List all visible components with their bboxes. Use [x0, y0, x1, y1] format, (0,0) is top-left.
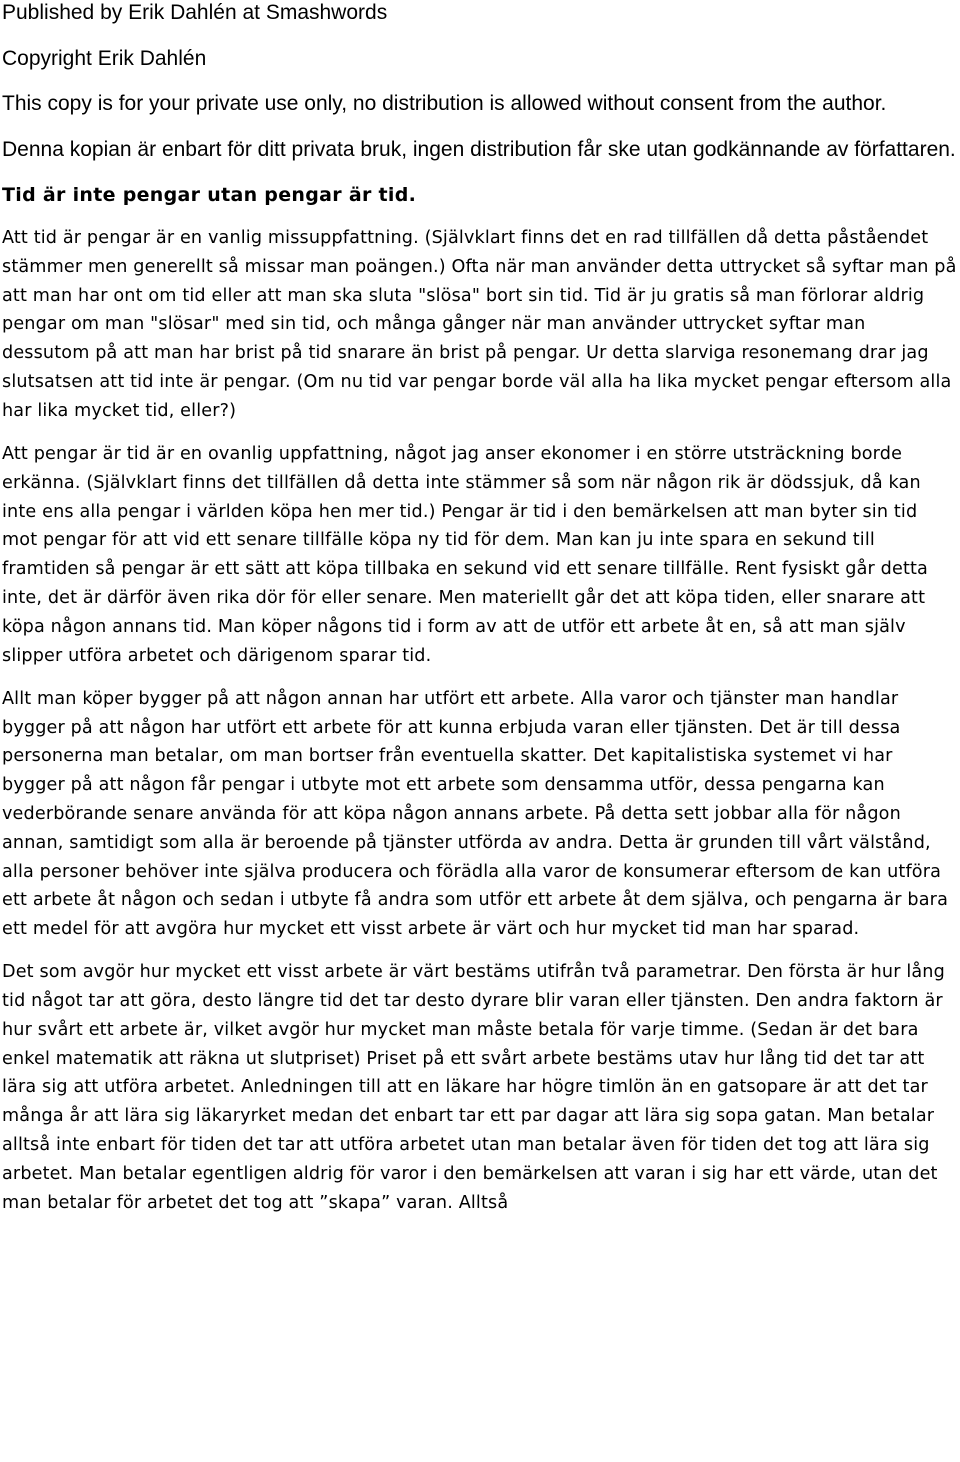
paragraph-3: Allt man köper bygger på att någon annan har utfört ett arbete. Alla varor och tjänster man handlar bygger på att någon har utfört ett arbete för att kunna erbjuda varan eller tjänsten. Det är till dessa personerna man betalar, om man bortser från eventuella skatter. Det kapitalistiska systemet vi har bygger på att någon får pengar i utbyte mot ett arbete som densamma utför, dessa pengarna kan vederbörande senare använda för att köpa någon annans arbete. På detta sett jobbar alla för någon annan, samtidigt som alla är beroende på tjänster utförda av andra. Detta är grunden till vårt välstånd, alla personer behöver inte själva producera och förädla alla varor de konsumerar eftersom de kan utföra ett arbete åt någon och sedan i utbyte få andra som utför ett arbete åt dem själva, och pengarna är bara ett medel för att avgöra hur mycket ett visst arbete är värt och hur mycket tid man har sparad.: [2, 688, 948, 940]
copyright-line: Copyright Erik Dahlén: [2, 46, 207, 70]
usage-notice-english: This copy is for your private use only, no distribution is allowed without consent from the author.: [2, 92, 887, 115]
usage-notice-swedish: Denna kopian är enbart för ditt privata bruk, ingen distribution får ske utan godkännande av författaren.: [2, 137, 956, 161]
article-title: Tid är inte pengar utan pengar är tid.: [2, 184, 417, 206]
paragraph-4: Det som avgör hur mycket ett visst arbete är värt bestäms utifrån två parametrar. Den första är hur lång tid något tar att göra, desto längre tid det tar desto dyrare blir varan eller tjänsten. Den andra faktorn är hur svårt ett arbete är, vilket avgör hur mycket man måste betala för varje timme. (Sedan är det bara enkel matematik att räkna ut slutpriset) Priset på ett svårt arbete bestäms utav hur lång tid det tar att lära sig att utföra arbetet. Anledningen till att en läkare har högre timlön än en gatsopare är att det tar många år att lära sig läkaryrket medan det enbart tar ett par dagar att lära sig sopa gatan. Man betalar alltså inte enbart för tiden det tar att utföra arbetet utan man betalar även för tiden det tog att lära sig arbetet. Man betalar egentligen aldrig för varor i den bemärkelsen att varan i sig har ett värde, utan det man betalar för arbetet det tog att ”skapa” varan. Alltså: [2, 962, 945, 1213]
paragraph-2: Att pengar är tid är en ovanlig uppfattning, något jag anser ekonomer i en större utsträckning borde erkänna. (Självklart finns det tillfällen då detta inte stämmer så som när någon rik är dödssjuk, då kan inte ens alla pengar i världen köpa hen mer tid.) Pengar är tid i den bemärkelsen att man byter sin tid mot pengar för att vid ett senare tillfälle köpa ny tid för dem. Man kan ju inte spara en sekund till framtiden så pengar är ett sätt att köpa tillbaka en sekund vid ett senare tillfälle. Rent fysiskt går detta inte, det är därför även rika dör för eller senare. Men materiellt går det att köpa tiden, eller snarare att köpa någon annans tid. Man köper någons tid i form av att de utför ett arbete åt en, så att man själv slipper utföra arbetet och därigenom sparar tid.: [2, 443, 928, 666]
published-by-line: Published by Erik Dahlén at Smashwords: [2, 1, 388, 24]
paragraph-1: Att tid är pengar är en vanlig missuppfattning. (Självklart finns det en rad tillfällen då detta påståendet stämmer men generellt så missar man poängen.) Ofta när man använder detta uttrycket så syftar man på att man har ont om tid eller att man ska sluta "slösa" bort sin tid. Tid är ju gratis så man förlorar aldrig pengar om man "slösar" med sin tid, och många gånger när man använder uttrycket syftar man dessutom på att man har brist på tid snarare än brist på pengar. Ur detta slarviga resonemang drar jag slutsatsen att tid inte är pengar. (Om nu tid var pengar borde väl alla ha lika mycket pengar eftersom alla har lika mycket tid, eller?): [2, 228, 957, 421]
